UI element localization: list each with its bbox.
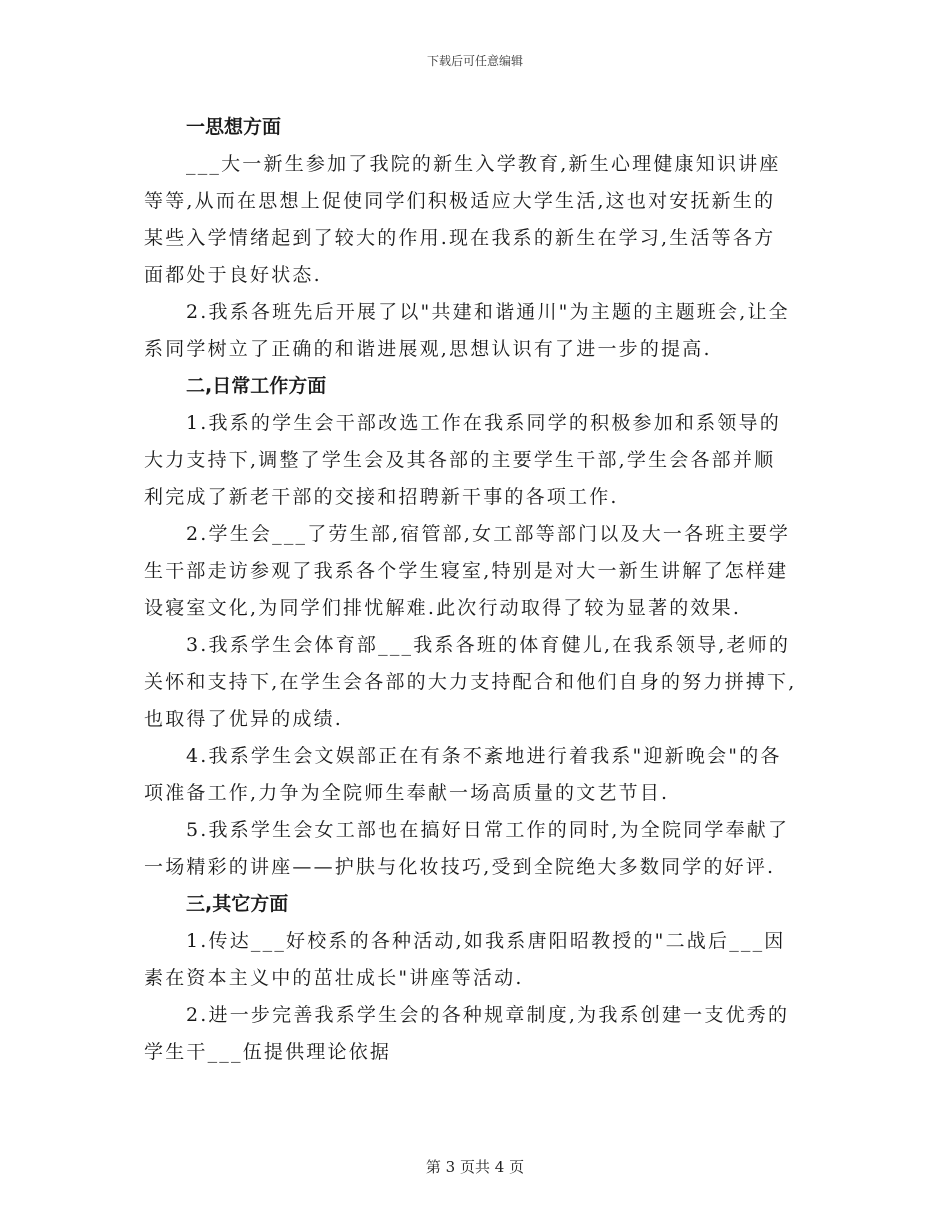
paragraph (144, 812, 812, 886)
paragraph-line: 某些入学情绪起到了较大的作用.现在我系的新生在学习,生活等各方 (144, 227, 776, 249)
paragraph (144, 516, 812, 627)
paragraph (144, 923, 812, 997)
paragraph (144, 294, 812, 368)
paragraph-line: 1.我系的学生会干部改选工作在我系同学的积极参加和系领导的 (186, 412, 781, 434)
paragraph (144, 627, 812, 738)
section-heading: 一思想方面 (186, 116, 282, 138)
paragraph-line: 设寝室文化,为同学们排忧解难.此次行动取得了较为显著的效果. (144, 597, 742, 619)
paragraph-line: 1.传达___好校系的各种活动,如我系唐阳昭教授的"二战后___因 (186, 930, 786, 952)
paragraph-line: 2.学生会___了劳生部,宿管部,女工部等部门以及大一各班主要学 (186, 523, 791, 545)
paragraph-line: 2.我系各班先后开展了以"共建和谐通川"为主题的主题班会,让全 (186, 301, 790, 323)
page-header: 下载后可任意编辑 (426, 54, 523, 68)
page-number: 第 3 页共 4 页 (425, 1158, 525, 1176)
paragraph (144, 405, 812, 516)
paragraph-line: 4.我系学生会文娱部正在有条不紊地进行着我系"迎新晚会"的各 (186, 745, 782, 767)
paragraph-line: 一场精彩的讲座——护肤与化妆技巧,受到全院绝大多数同学的好评. (144, 856, 776, 878)
paragraph-line: 5.我系学生会女工部也在搞好日常工作的同时,为全院同学奉献了 (186, 819, 790, 841)
document-body (144, 109, 812, 1071)
paragraph-line: 大力支持下,调整了学生会及其各部的主要学生干部,学生会各部并顺 (144, 449, 776, 471)
paragraph (144, 997, 812, 1071)
section-heading: 三,其它方面 (186, 893, 289, 915)
paragraph-line: 2.进一步完善我系学生会的各种规章制度,为我系创建一支优秀的 (186, 1004, 790, 1026)
paragraph-line: 生干部走访参观了我系各个学生寝室,特别是对大一新生讲解了怎样建 (144, 560, 789, 582)
paragraph-line: 等等,从而在思想上促使同学们积极适应大学生活,这也对安抚新生的 (144, 190, 776, 212)
section-heading: 二,日常工作方面 (186, 375, 327, 397)
paragraph-line: 3.我系学生会体育部___我系各班的体育健儿,在我系领导,老师的 (186, 634, 791, 656)
paragraph (144, 146, 812, 294)
paragraph-line: ___大一新生参加了我院的新生入学教育,新生心理健康知识讲座 (186, 153, 781, 175)
paragraph-line: 素在资本主义中的茁壮成长"讲座等活动. (144, 967, 524, 989)
paragraph (144, 738, 812, 812)
paragraph-line: 面都处于良好状态. (144, 264, 322, 286)
paragraph-line: 利完成了新老干部的交接和招聘新干事的各项工作. (144, 486, 619, 508)
paragraph-line: 系同学树立了正确的和谐进展观,思想认识有了进一步的提高. (144, 338, 712, 360)
paragraph-line: 项准备工作,力争为全院师生奉献一场高质量的文艺节目. (144, 782, 670, 804)
paragraph-line: 也取得了优异的成绩. (144, 708, 344, 730)
paragraph-line: 关怀和支持下,在学生会各部的大力支持配合和他们自身的努力拼搏下, (144, 671, 797, 693)
paragraph-line: 学生干___伍提供理论依据 (144, 1041, 392, 1063)
